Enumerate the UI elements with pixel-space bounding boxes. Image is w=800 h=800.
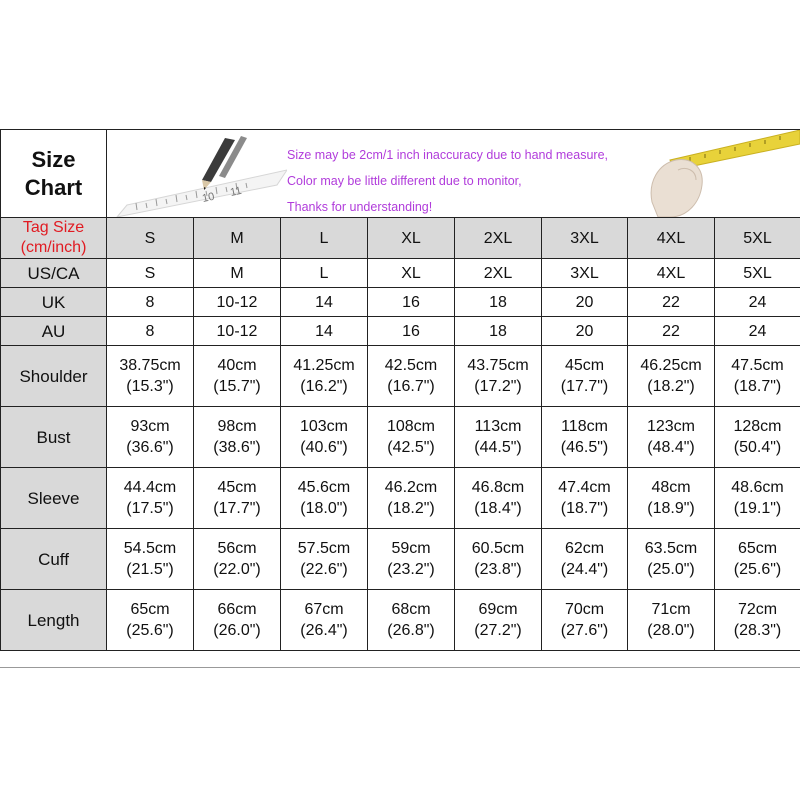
inch-value: (21.5") (126, 561, 174, 578)
cm-value: 113cm (474, 418, 522, 435)
inch-value: (17.5") (126, 500, 174, 517)
inch-value: (18.7") (560, 500, 609, 517)
cm-value: 38.75cm (119, 357, 181, 374)
inch-value: (22.6") (300, 561, 348, 578)
table-cell (194, 468, 281, 529)
table-cell: 8 (107, 288, 194, 317)
inch-value: (27.2") (474, 622, 522, 639)
cm-value: 69cm (478, 601, 518, 618)
inch-value: (25.6") (126, 622, 174, 639)
table-cell: 14 (281, 288, 368, 317)
inch-value: (18.2") (647, 378, 695, 395)
inch-value: (38.6") (213, 439, 261, 456)
cm-value: 71cm (651, 601, 691, 618)
table-cell: L (281, 259, 368, 288)
table-cell (542, 590, 628, 651)
table-cell (194, 529, 281, 590)
row-label: Shoulder (1, 346, 107, 407)
table-cell: 5XL (715, 259, 800, 288)
table-cell: 14 (281, 317, 368, 346)
row-label: Length (1, 590, 107, 651)
cm-value: 47.4cm (558, 479, 611, 496)
tag-size-cell: 5XL (715, 218, 800, 259)
table-cell (194, 407, 281, 468)
inch-value: (26.4") (300, 622, 348, 639)
notice-line-2: Color may be little different due to monitor, (287, 174, 522, 188)
ruler-number-10: 10 (201, 190, 216, 205)
notice-line-3: Thanks for understanding! (287, 200, 433, 214)
size-chart-title (1, 130, 107, 218)
notice-line-1: Size may be 2cm/1 inch inaccuracy due to hand measure, (287, 148, 609, 162)
table-row (1, 407, 800, 468)
table-cell: M (194, 259, 281, 288)
cm-value: 41.25cm (293, 357, 355, 374)
cm-value: 46.2cm (384, 479, 438, 496)
table-cell: 16 (368, 288, 455, 317)
tag-size-cell: 3XL (542, 218, 628, 259)
cm-value: 70cm (564, 601, 605, 618)
table-cell: 18 (455, 288, 542, 317)
tag-size-cell: 2XL (455, 218, 542, 259)
cm-value: 62cm (564, 540, 605, 557)
inch-value: (27.6") (560, 622, 609, 639)
table-cell (281, 468, 368, 529)
inch-value: (28.3") (733, 622, 782, 639)
table-cell: 24 (715, 317, 800, 346)
row-label: UK (1, 288, 107, 317)
cm-value: 123cm (646, 418, 696, 435)
table-cell (107, 529, 194, 590)
cm-value: 44.4cm (123, 479, 177, 496)
table-cell: 4XL (628, 259, 715, 288)
cm-value: 45cm (564, 357, 605, 374)
table-row (1, 590, 800, 651)
table-cell (628, 407, 715, 468)
table-cell: 10-12 (194, 288, 281, 317)
inch-value: (23.8") (474, 561, 522, 578)
table-cell (194, 590, 281, 651)
inch-value: (26.0") (213, 622, 261, 639)
cm-value: 103cm (299, 418, 349, 435)
inch-value: (28.0") (647, 622, 695, 639)
cm-value: 66cm (217, 601, 257, 618)
cm-value: 48cm (651, 479, 691, 496)
inch-value: (25.6") (733, 561, 782, 578)
table-cell (542, 346, 628, 407)
table-cell: 2XL (455, 259, 542, 288)
table-cell: 18 (455, 317, 542, 346)
table-cell (542, 529, 628, 590)
notice-text (287, 142, 608, 218)
inch-value: (40.6") (300, 439, 348, 456)
cm-value: 47.5cm (731, 357, 784, 374)
table-cell (107, 468, 194, 529)
cm-value: 67cm (304, 601, 344, 618)
table-cell: XL (368, 259, 455, 288)
title-line-2: Chart (24, 174, 83, 200)
cm-value: 65cm (130, 601, 170, 618)
table-cell (281, 407, 368, 468)
inch-value: (25.0") (647, 561, 695, 578)
tape-measure-hand-image (630, 130, 800, 217)
cm-value: 98cm (217, 418, 257, 435)
cm-value: 59cm (391, 540, 431, 557)
table-cell (628, 346, 715, 407)
table-row (1, 346, 800, 407)
table-cell (628, 468, 715, 529)
tag-size-cell: 4XL (628, 218, 715, 259)
inch-value: (24.4") (560, 561, 609, 578)
table-cell (455, 346, 542, 407)
table-row (1, 259, 800, 288)
table-cell (715, 468, 800, 529)
ruler-number-11: 11 (229, 184, 243, 199)
size-chart (0, 129, 800, 670)
inch-value: (18.7") (733, 378, 782, 395)
row-label: Bust (1, 407, 107, 468)
table-row (1, 317, 800, 346)
cm-value: 40cm (217, 357, 257, 374)
table-cell: 20 (542, 317, 628, 346)
size-chart-table (0, 129, 800, 651)
inch-value: (26.8") (387, 622, 435, 639)
table-cell: 10-12 (194, 317, 281, 346)
table-cell (715, 407, 800, 468)
table-cell (281, 590, 368, 651)
table-cell: 3XL (542, 259, 628, 288)
cm-value: 54.5cm (123, 540, 177, 557)
cm-value: 108cm (386, 418, 436, 435)
row-label: AU (1, 317, 107, 346)
table-cell (715, 590, 800, 651)
table-cell (455, 529, 542, 590)
cm-value: 42.5cm (384, 357, 438, 374)
inch-value: (18.4") (474, 500, 522, 517)
cm-value: 56cm (217, 540, 257, 557)
title-line-1: Size (31, 146, 76, 172)
table-cell (368, 407, 455, 468)
table-cell (455, 468, 542, 529)
table-cell: S (107, 259, 194, 288)
cm-value: 72cm (737, 601, 778, 618)
cm-value: 118cm (561, 418, 608, 435)
table-cell: 8 (107, 317, 194, 346)
table-cell (281, 529, 368, 590)
tag-size-row (1, 218, 800, 259)
table-cell (107, 407, 194, 468)
inch-value: (42.5") (387, 439, 435, 456)
tag-size-cell: XL (368, 218, 455, 259)
tag-size-label-line-2: (cm/inch) (20, 239, 87, 256)
table-cell (628, 590, 715, 651)
table-cell (368, 529, 455, 590)
inch-value: (17.7") (213, 500, 261, 517)
table-row (1, 288, 800, 317)
inch-value: (15.3") (126, 378, 174, 395)
inch-value: (36.6") (126, 439, 174, 456)
inch-value: (22.0") (213, 561, 261, 578)
table-row (1, 468, 800, 529)
inch-value: (18.2") (387, 500, 435, 517)
cm-value: 68cm (391, 601, 431, 618)
cm-value: 45cm (217, 479, 257, 496)
row-label: Cuff (1, 529, 107, 590)
cm-value: 57.5cm (297, 540, 351, 557)
table-cell (107, 590, 194, 651)
table-cell: 16 (368, 317, 455, 346)
tag-size-cell: L (281, 218, 368, 259)
table-cell: 22 (628, 317, 715, 346)
inch-value: (18.0") (300, 500, 348, 517)
row-label: Sleeve (1, 468, 107, 529)
cm-value: 60.5cm (471, 540, 525, 557)
cm-value: 93cm (130, 418, 170, 435)
cm-value: 46.25cm (640, 357, 702, 374)
inch-value: (17.7") (560, 378, 609, 395)
table-cell: 24 (715, 288, 800, 317)
table-row (1, 529, 800, 590)
tag-size-cell: S (107, 218, 194, 259)
ruler-pencil-image (107, 130, 287, 217)
inch-value: (44.5") (474, 439, 522, 456)
table-cell (455, 590, 542, 651)
notice-banner (107, 130, 800, 218)
tag-size-label (1, 218, 107, 259)
table-cell (628, 529, 715, 590)
inch-value: (19.1") (733, 500, 782, 517)
inch-value: (23.2") (387, 561, 435, 578)
table-cell: 20 (542, 288, 628, 317)
bottom-divider (0, 667, 800, 668)
cm-value: 46.8cm (471, 479, 525, 496)
table-cell (281, 346, 368, 407)
cm-value: 63.5cm (644, 540, 698, 557)
table-cell (715, 346, 800, 407)
cm-value: 128cm (733, 418, 782, 435)
table-cell (107, 346, 194, 407)
table-cell (542, 468, 628, 529)
table-cell (368, 468, 455, 529)
table-cell (455, 407, 542, 468)
tag-size-label-line-1: Tag Size (22, 219, 85, 236)
table-cell (368, 346, 455, 407)
cm-value: 65cm (737, 540, 778, 557)
table-cell (194, 346, 281, 407)
inch-value: (17.2") (474, 378, 522, 395)
table-cell (715, 529, 800, 590)
table-cell (542, 407, 628, 468)
inch-value: (18.9") (647, 500, 695, 517)
table-cell: 22 (628, 288, 715, 317)
inch-value: (50.4") (733, 439, 782, 456)
inch-value: (15.7") (213, 378, 261, 395)
cm-value: 43.75cm (467, 357, 529, 374)
cm-value: 45.6cm (297, 479, 351, 496)
inch-value: (16.7") (387, 378, 435, 395)
inch-value: (46.5") (560, 439, 609, 456)
row-label: US/CA (1, 259, 107, 288)
inch-value: (16.2") (300, 378, 348, 395)
cm-value: 48.6cm (731, 479, 784, 496)
table-cell (368, 590, 455, 651)
inch-value: (48.4") (647, 439, 695, 456)
tag-size-cell: M (194, 218, 281, 259)
